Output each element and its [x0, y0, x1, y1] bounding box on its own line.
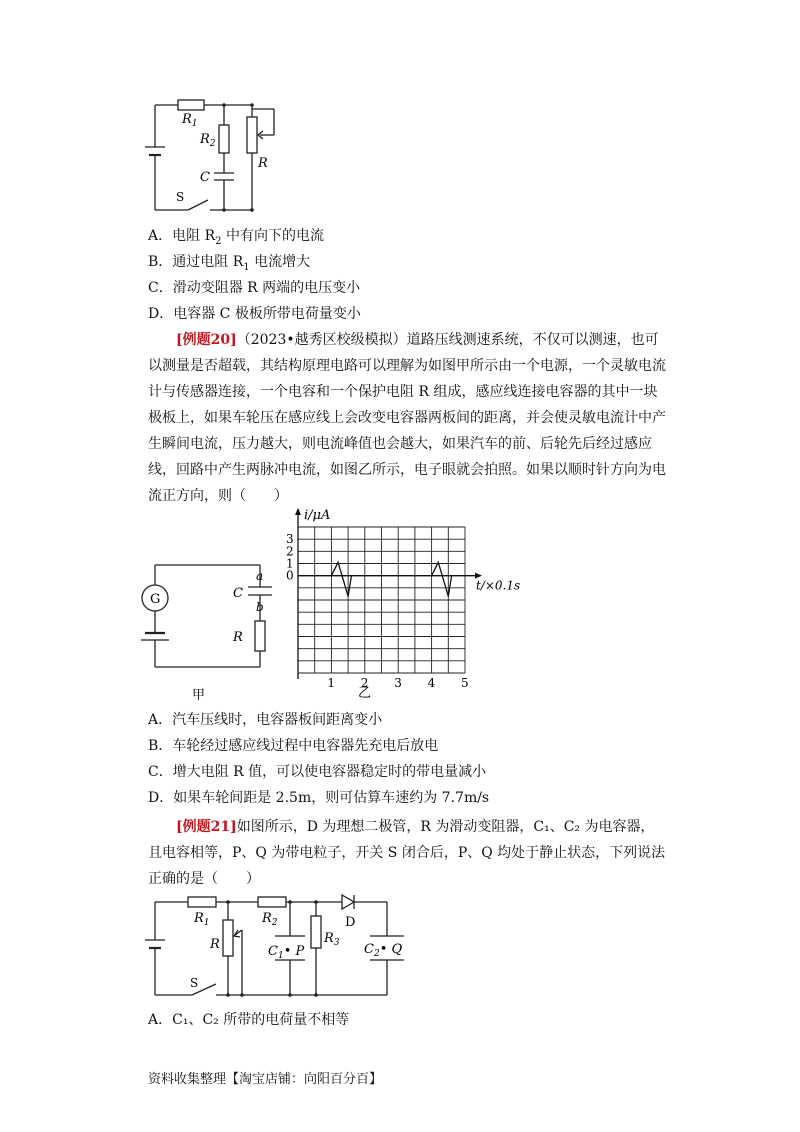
circuit-figure-1 [140, 95, 310, 220]
y-tick-label: 1 [286, 556, 294, 571]
jia-label-b: b [256, 600, 264, 614]
q20-option-a: A．汽车压线时，电容器板间距离变小 [148, 712, 383, 728]
q21-label-r1: $R_1$ [194, 911, 210, 928]
q21-label-c2q: $C_2•$ Q [364, 942, 403, 959]
q21-label-r2: $R_2$ [262, 911, 278, 928]
circuit-figure-q21 [140, 890, 410, 1005]
x-axis-label: t/×0.1s [476, 578, 521, 593]
fig1-label-c: C [200, 170, 210, 185]
jia-caption: 甲 [192, 688, 206, 703]
x-tick-label: 3 [394, 676, 402, 690]
y-tick-label: 0 [286, 568, 294, 583]
y-tick-label: 3 [286, 532, 294, 547]
q21-label-c1p: $C_1•$ P [268, 944, 305, 961]
jia-label-c: C [233, 586, 243, 601]
q21-label-r3: $R_3$ [324, 931, 340, 948]
page-footer: 资料收集整理【淘宝店铺：向阳百分百】 [148, 1072, 383, 1087]
q21-label-d: D [345, 915, 356, 930]
q20-option-c: C．增大电阻 R 值，可以使电容器稳定时的带电量减小 [148, 764, 487, 780]
q21-stem [148, 814, 668, 892]
circuit-figure-jia [135, 555, 275, 705]
q21-label-r: R [210, 937, 220, 952]
q20-option-b: B．车轮经过感应线过程中电容器先充电后放电 [148, 738, 439, 754]
yi-caption: 乙 [358, 686, 372, 700]
x-tick-label: 1 [327, 676, 336, 690]
x-tick-label: 5 [461, 676, 469, 690]
fig1-label-r: R [258, 156, 268, 171]
fig1-label-s: S [176, 190, 185, 204]
q21-stem-text: 如图所示，D 为理想二极管，R 为滑动变阻器，C₁、C₂ 为电容器，且电容相等，P、Q 为带电粒子，开关 S 闭合后，P、Q 均处于静止状态，下列说法正确的是（ ） [148, 819, 666, 887]
q19-option-b: B．通过电阻 $R_1$ 电流增大 [148, 254, 311, 273]
y-axis-label: i/μA [304, 508, 331, 523]
q19-option-d: D．电容器 C 极板所带电荷量变小 [148, 306, 361, 322]
q20-tag: [例题20] [176, 332, 237, 348]
q19-option-a: A．电阻 $R_2$ 中有向下的电流 [148, 228, 324, 247]
current-time-chart [280, 505, 540, 700]
jia-label-g: G [150, 592, 161, 607]
x-tick-label: 4 [427, 676, 436, 690]
jia-label-r: R [233, 630, 243, 645]
chart-labels [286, 508, 520, 700]
q21-label-s: S [190, 976, 199, 990]
chart-grid [298, 527, 465, 673]
q20-option-d: D．如果车轮间距是 2.5m，则可估算车速约为 7.7m/s [148, 790, 490, 806]
x-tick-label: 2 [360, 676, 369, 690]
q21-option-a: A．C₁、C₂ 所带的电荷量不相等 [148, 1012, 350, 1028]
y-axis-arrow [295, 508, 301, 515]
q20-stem-text: 道路压线测速系统，不仅可以测速，也可以测量是否超载，其结构原理电路可以理解为如图甲所示由一个电源，一个灵敏电流计与传感器连接，一个电容和一个保护电阻 R 组成，感应线连接电容器的其中一块极板上，如果车轮压在感应线上会改变电容器两板间的距离，并会使灵敏电流计中产生瞬间电流，压力越大，则电流峰值也会越大，如果汽车的前、后轮先后经过感应线，回路中产生两脉冲电流，如图乙所示，电子眼就会拍照。如果以顺时针方向为电流正方向，则（ ） [148, 332, 666, 504]
q21-tag: [例题21] [176, 819, 237, 835]
fig1-label-r2: $R_2$ [200, 132, 216, 149]
q20-source: （2023•越秀区校级模拟） [236, 332, 407, 348]
q20-stem [148, 327, 668, 509]
fig1-label-r1: $R_1$ [182, 112, 198, 129]
chart-axes [295, 508, 482, 679]
jia-label-a: a [256, 569, 264, 583]
y-tick-label: 2 [286, 544, 294, 559]
chart-series [331, 562, 451, 596]
q19-option-c: C．滑动变阻器 R 两端的电压变小 [148, 280, 361, 296]
